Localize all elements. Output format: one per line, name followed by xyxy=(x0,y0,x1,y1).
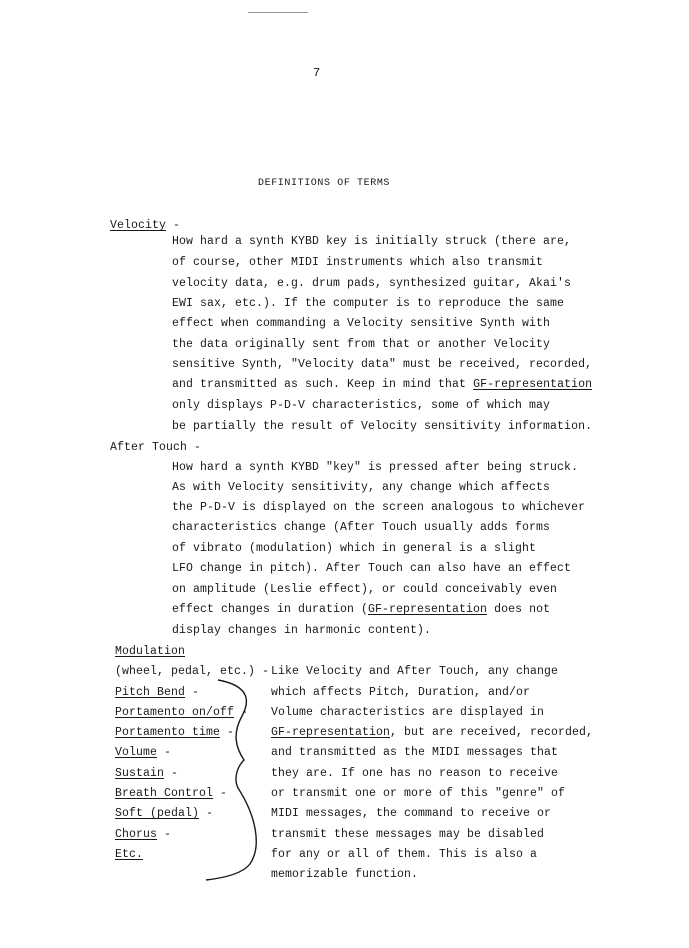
velocity-line-text: and transmitted as such. Keep in mind that xyxy=(172,378,467,391)
velocity-line: sensitive Synth, "Velocity data" must be received, recorded, xyxy=(172,358,593,371)
modulation-item-label: (wheel, pedal, etc.) xyxy=(115,665,256,678)
modulation-item xyxy=(115,848,143,862)
gf-representation-term: GF-representation xyxy=(368,603,488,616)
modulation-item-dash: - xyxy=(157,828,172,841)
velocity-line: effect when commanding a Velocity sensitive Synth with xyxy=(172,317,551,330)
modulation-line: which affects Pitch, Duration, and/or xyxy=(271,686,531,699)
after-touch-line: As with Velocity sensitivity, any change which affects xyxy=(172,481,551,494)
velocity-line: only displays P-D-V characteristics, some of which may xyxy=(172,399,551,412)
velocity-line xyxy=(172,378,592,392)
velocity-line: How hard a synth KYBD key is initially struck (there are, xyxy=(172,235,572,248)
velocity-line: the data originally sent from that or another Velocity xyxy=(172,338,551,351)
velocity-dash: - xyxy=(166,219,181,232)
modulation-item xyxy=(115,828,171,842)
velocity-heading xyxy=(110,219,180,233)
curly-brace-icon xyxy=(200,676,264,886)
modulation-item-label: Etc. xyxy=(115,848,144,861)
modulation-line: they are. If one has no reason to receive xyxy=(271,767,559,780)
modulation-item xyxy=(115,746,171,760)
page-number: 7 xyxy=(313,66,321,80)
modulation-line-text: , but are received, recorded, xyxy=(390,726,594,739)
modulation-item-dash: - xyxy=(164,767,179,780)
modulation-item-label: Breath Control xyxy=(115,787,214,800)
after-touch-line-text: effect changes in duration ( xyxy=(172,603,369,616)
after-touch-line-tail: does not xyxy=(487,603,551,616)
after-touch-term: After Touch xyxy=(110,441,188,454)
modulation-item-dash: - xyxy=(213,787,228,800)
modulation-item-label: Pitch Bend xyxy=(115,686,186,699)
modulation-item-dash: - xyxy=(234,706,249,719)
velocity-line: EWI sax, etc.). If the computer is to reproduce the same xyxy=(172,297,565,310)
after-touch-line: LFO change in pitch). After Touch can also have an effect xyxy=(172,562,572,575)
after-touch-line: on amplitude (Leslie effect), or could conceivably even xyxy=(172,583,558,596)
modulation-item-label: Portamento time xyxy=(115,726,221,739)
after-touch-line: display changes in harmonic content). xyxy=(172,624,432,637)
after-touch-heading xyxy=(110,441,201,455)
after-touch-line: characteristics change (After Touch usually adds forms xyxy=(172,521,551,534)
modulation-item-dash: - xyxy=(255,665,270,678)
page-title: DEFINITIONS OF TERMS xyxy=(258,178,391,189)
modulation-line: Volume characteristics are displayed in xyxy=(271,706,545,719)
modulation-item-label: Chorus xyxy=(115,828,158,841)
modulation-line: or transmit one or more of this "genre" of xyxy=(271,787,566,800)
modulation-item xyxy=(115,767,178,781)
scan-speck xyxy=(248,12,308,13)
after-touch-line: How hard a synth KYBD "key" is pressed after being struck. xyxy=(172,461,579,474)
gf-representation-term: GF-representation xyxy=(473,378,593,391)
gf-representation-term: GF-representation xyxy=(271,726,391,739)
after-touch-line: of vibrato (modulation) which in general is a slight xyxy=(172,542,537,555)
velocity-line: of course, other MIDI instruments which also transmit xyxy=(172,256,544,269)
modulation-item-dash: - xyxy=(199,807,214,820)
modulation-line: transmit these messages may be disabled xyxy=(271,828,545,841)
after-touch-dash: - xyxy=(187,441,202,454)
modulation-item-dash: - xyxy=(220,726,235,739)
modulation-heading xyxy=(115,645,185,659)
modulation-line: memorizable function. xyxy=(271,868,419,881)
modulation-item-label: Sustain xyxy=(115,767,165,780)
velocity-line: velocity data, e.g. drum pads, synthesized guitar, Akai's xyxy=(172,277,572,290)
modulation-item-dash: - xyxy=(157,746,172,759)
modulation-item-label: Portamento on/off xyxy=(115,706,235,719)
modulation-item xyxy=(115,686,199,700)
modulation-line: Like Velocity and After Touch, any change xyxy=(271,665,559,678)
modulation-term: Modulation xyxy=(115,645,186,658)
velocity-line: be partially the result of Velocity sensitivity information. xyxy=(172,420,593,433)
modulation-line xyxy=(271,726,593,740)
modulation-item-dash: - xyxy=(185,686,200,699)
modulation-line: MIDI messages, the command to receive or xyxy=(271,807,552,820)
modulation-item-label: Volume xyxy=(115,746,158,759)
modulation-line: and transmitted as the MIDI messages that xyxy=(271,746,559,759)
modulation-line: for any or all of them. This is also a xyxy=(271,848,538,861)
velocity-term: Velocity xyxy=(110,219,167,232)
after-touch-line xyxy=(172,603,550,617)
after-touch-line: the P-D-V is displayed on the screen analogous to whichever xyxy=(172,501,586,514)
modulation-item-label: Soft (pedal) xyxy=(115,807,200,820)
modulation-item xyxy=(115,807,213,821)
